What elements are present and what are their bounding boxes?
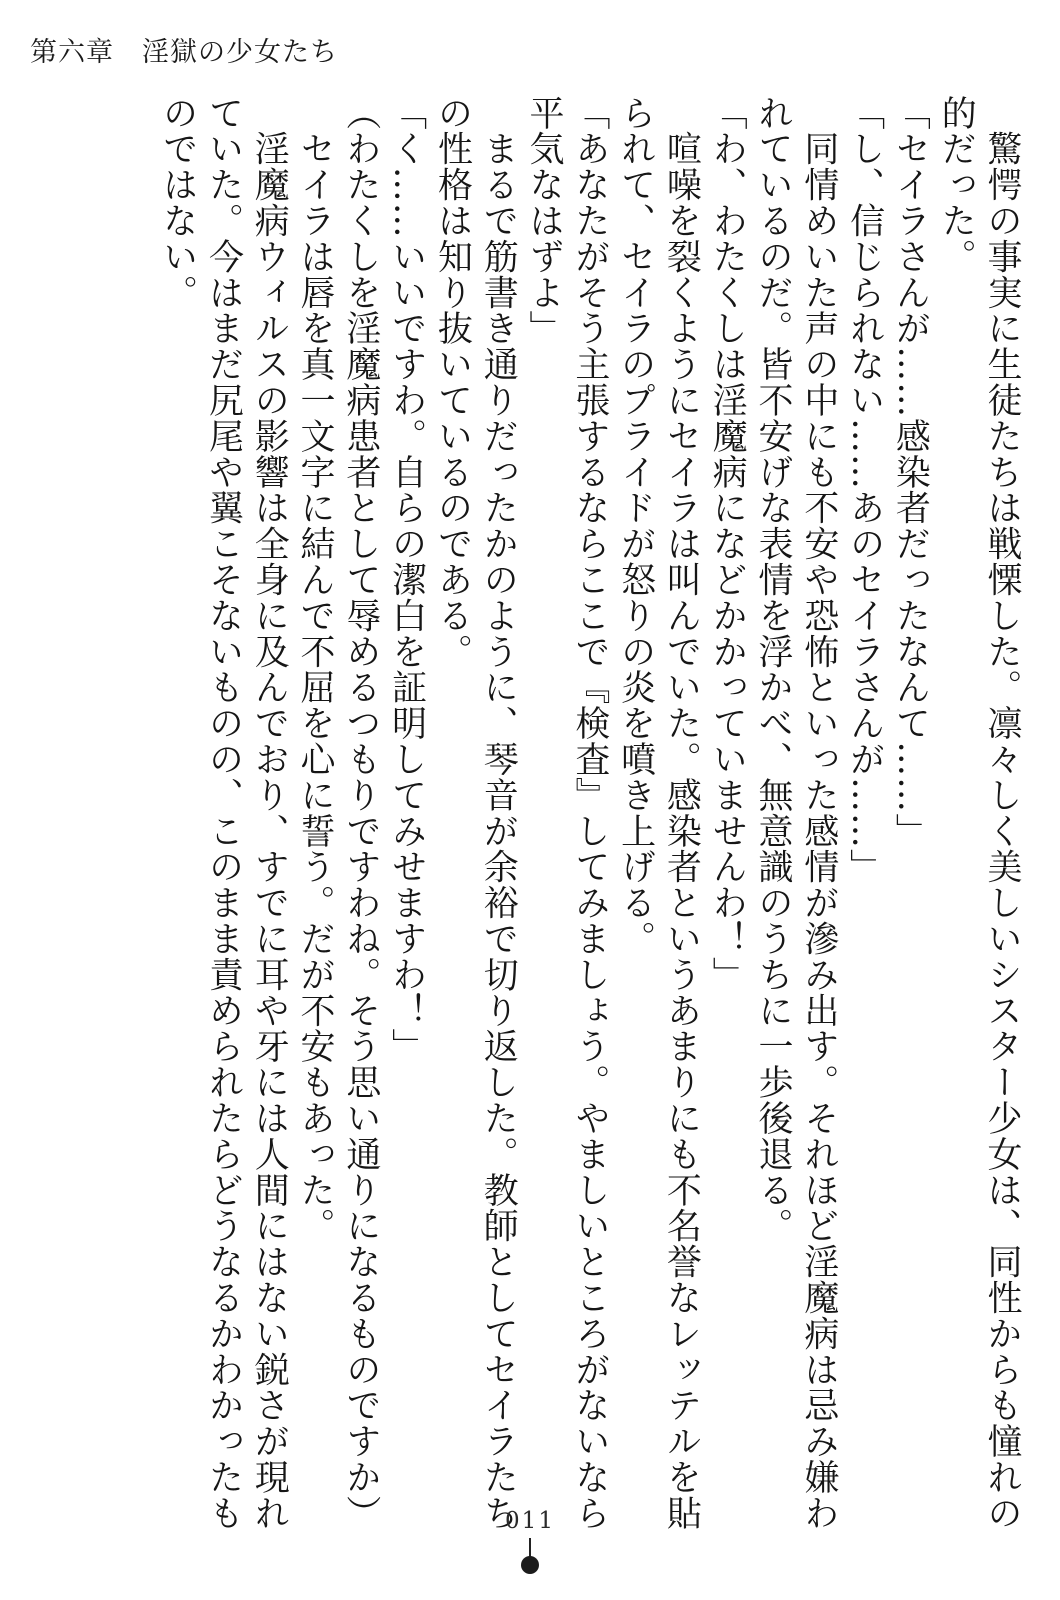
text-line: られて、セイラのプライドが怒りの炎を噴き上げる。 bbox=[615, 95, 656, 957]
text-line: 驚愕の事実に生徒たちは戦慄した。凛々しく美しいシスター少女は、同性からも憧れの bbox=[982, 95, 1022, 1531]
text-line: 喧噪を裂くようにセイラは叫んでいた。感染者というあまりにも不名誉なレッテルを貼 bbox=[661, 95, 702, 1531]
text-line: のではない。 bbox=[157, 95, 198, 311]
text-line: 同情めいた声の中にも不安や恐怖といった感情が滲み出す。それほど淫魔病は忌み嫌わ bbox=[798, 95, 839, 1531]
running-head-chapter-title: 第六章 淫獄の少女たち bbox=[30, 37, 338, 68]
text-line: ていた。今はまだ尻尾や翼こそないものの、このまま責められたらどうなるかわかったも bbox=[203, 95, 244, 1531]
text-line: 「わ、わたくしは淫魔病になどかかっていませんわ！」 bbox=[707, 95, 748, 993]
text-line: 「あなたがそう主張するならここで『検査』してみましょう。やましいところがないなら bbox=[569, 95, 610, 1531]
page-number: 011 bbox=[505, 1508, 555, 1534]
text-line: 「し、信じられない……あのセイラさんが……」 bbox=[844, 95, 885, 885]
text-line: の性格は知り抜いているのである。 bbox=[432, 95, 473, 670]
text-line: 平気なはずよ」 bbox=[524, 95, 565, 347]
text-line: れているのだ。皆不安げな表情を浮かべ、無意識のうちに一歩後退る。 bbox=[753, 95, 794, 1244]
text-line: 的だった。 bbox=[936, 95, 977, 275]
page-ornament-dot bbox=[521, 1556, 539, 1574]
text-line: まるで筋書き通りだったかのように、琴音が余裕で切り返した。教師としてセイラたち bbox=[478, 95, 519, 1531]
body-text-vertical bbox=[34, 95, 1024, 1535]
text-line: 淫魔病ウィルスの影響は全身に及んでおり、すでに耳や牙には人間にはない鋭さが現れ bbox=[249, 95, 290, 1531]
text-line: セイラは唇を真一文字に結んで不屈を心に誓う。だが不安もあった。 bbox=[295, 95, 336, 1244]
text-line: 「セイラさんが……感染者だったなんて……」 bbox=[890, 95, 931, 849]
text-line: 「く……いいですわ。自らの潔白を証明してみせますわ！」 bbox=[386, 95, 427, 1065]
text-line: （わたくしを淫魔病患者として辱めるつもりですわね。そう思い通りになるものですか） bbox=[340, 95, 381, 1531]
